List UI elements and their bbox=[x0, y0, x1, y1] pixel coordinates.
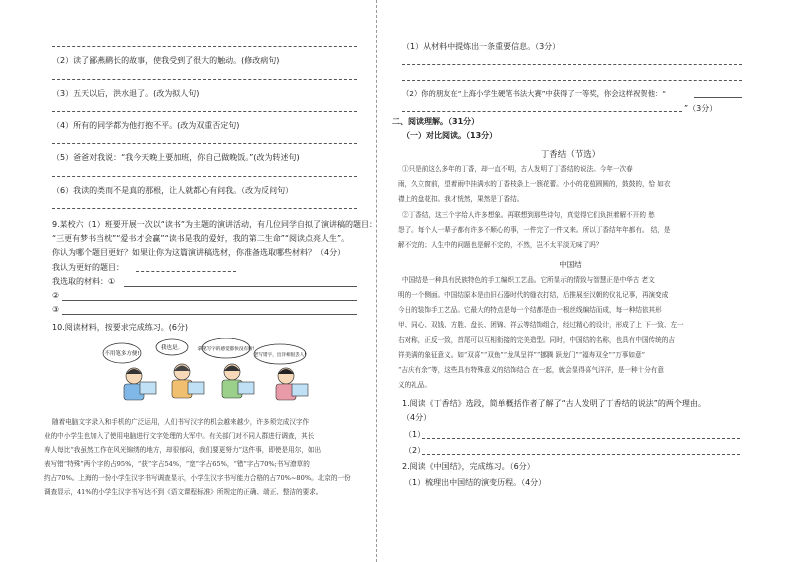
title-answer-line[interactable] bbox=[136, 271, 236, 272]
section-reading-heading: 二、阅读理解。（31分） bbox=[392, 117, 480, 126]
q9-title-label: 我认为更好的题目： bbox=[52, 263, 124, 272]
question-9-line3: 你认为哪个题目更好？如果让你为这篇演讲稿选材，你准备选取哪些材料？（4分） bbox=[52, 248, 346, 257]
passage-line: 明的一个侧面。中国结原本是由旧石器时代的缝衣打结，后推展至汉朝的仪礼记事，再演变成 bbox=[398, 291, 669, 299]
passage-line: 右对称，正反一致，首尾可以互相衔接的完美造型。同时，中国结的名称，也具有中国传统的吉 bbox=[398, 336, 675, 344]
question-3: （3）五天以后，洪水退了。(改为拟人句) bbox=[52, 89, 200, 98]
question-9-line2: “三更有梦书当枕”“爱书才会赢”“读书是我的爱好，我的第二生命”“阅读点亮人生”。 bbox=[52, 234, 350, 243]
answer-label-2: （2） bbox=[404, 446, 426, 455]
q9-material-3: ③ bbox=[52, 305, 60, 314]
speech-bubble-1: 不用笔多方便! bbox=[104, 351, 140, 357]
material-line-1[interactable] bbox=[124, 286, 357, 287]
passage-line: 表写错“特殊”两个字的占95%，“获”字占54%，“宽”字占65%，“错”字占70%;书写潦草的 bbox=[44, 460, 310, 468]
greeting-answer-line[interactable] bbox=[402, 111, 682, 112]
right-column bbox=[392, 0, 743, 562]
passage-line: 雨，久立窗前，望着雨中挂满水的丁香枝条上一簇花蕾。小小的花苞圆圆的，鼓鼓的，恰 如衣 bbox=[398, 180, 671, 188]
greeting-line-end[interactable] bbox=[694, 97, 742, 98]
passage-line: 甲、同心、双钱、方胜、盘长、团锦、祥云等结饰组合，经过精心的设计，形成了上 下一致、左一 bbox=[398, 321, 684, 329]
passage-line: 义的礼品。 bbox=[398, 381, 431, 389]
material-question-1: （1）从材料中提炼出一条重要信息。（3分） bbox=[402, 42, 561, 51]
answer-line[interactable] bbox=[52, 208, 357, 209]
speech-bubble-2: 我也是。 bbox=[160, 345, 184, 351]
students-computer-illustration bbox=[100, 338, 330, 406]
subsection-comparison: （一）对比阅读。（13分） bbox=[402, 131, 498, 140]
answer-line[interactable] bbox=[52, 111, 357, 112]
passage-line: 襟上的盘花扣。我才恍然，果然是丁香结。 bbox=[398, 195, 524, 203]
passage-line: 解不完的；人生中的问题也是解不完的，不然，岂不太平淡无味了吗？ bbox=[398, 241, 603, 249]
q2-score: ”（3分） bbox=[684, 104, 718, 113]
q9-material-label: 我选取的材料：① bbox=[52, 277, 116, 286]
passage-line: 怨了。每个人一辈子都有许多不顺心的事，一件完了一件又来。所以丁香结年年都有。 结，是 bbox=[398, 226, 671, 234]
passage-line: 调查显示，41%的小学生汉字书写达不到《语文课程标准》所规定的正确、端正、整洁的要求。 bbox=[44, 488, 323, 496]
answer-line[interactable] bbox=[402, 80, 742, 81]
passage-line: ②丁香结，这三个字给人许多想象。再联想到那些诗句，真觉得它们负担着解不开的 愁 bbox=[402, 211, 655, 219]
answer-line[interactable] bbox=[422, 438, 740, 439]
answer-line[interactable] bbox=[52, 79, 357, 80]
passage-line: 约占70%。上海的一份小学生汉字书写调查显示，小学生汉字书写能力合格的占70%~80%。北京的一份 bbox=[44, 474, 351, 482]
student-4-figure bbox=[276, 368, 308, 400]
material-line-2[interactable] bbox=[62, 300, 357, 301]
passage-line: 今日的装饰手工艺品。它最大的特点是每一个结都是由一根丝线编结而成，每一种结依其形 bbox=[398, 306, 662, 314]
q9-material-2: ② bbox=[52, 291, 60, 300]
question-5: （5）爸爸对我说：“我今天晚上要加班，你自己做晚饭。”(改为转述句) bbox=[52, 153, 300, 162]
answer-line[interactable] bbox=[52, 176, 357, 177]
answer-line[interactable] bbox=[52, 143, 357, 144]
question-2: （2）读了鄙燕鹛长的故事，使我受到了很大的触动。(修改病句) bbox=[52, 56, 280, 65]
passage-line: 中国结是一种具有民族特色的手工编织工艺品。它所显示的情致与智慧正是中华古 老文 bbox=[402, 276, 655, 284]
question-10: 10.阅读材料，按要求完成练习。(6分) bbox=[52, 323, 189, 332]
passage-line: 寿人每比“我虽然工作在风光锦绣的地方，却很郁闷，我们要更努力”这件事，即使是用尔，如出 bbox=[44, 446, 322, 454]
question-4: （4）所有的同学都为他打抱不平。(改为双重否定句) bbox=[52, 121, 240, 130]
question-9-line1: 9.某校六（1）班要开展一次以“读书”为主题的演讲活动，有几位同学自拟了演讲稿的题目： bbox=[52, 220, 378, 229]
passage-line: 随着电脑文字录入和手机的广泛运用，人们书写汉字的机会越来越少，许多须完成汉字作 bbox=[52, 418, 310, 426]
question-6: （6）我读的类而不是真的那根，让人就都心有问我。（改为反问句） bbox=[52, 186, 294, 195]
passage-line: 业的中小学生也加入了使用电脑进行文字处理的大军中。有关部门对不同人群进行调查，其长 bbox=[44, 432, 315, 440]
material-question-2: （2）你的朋友在“上海小学生硬笔书法大赛”中获得了一等奖，你会这样祝贺他：“ bbox=[402, 89, 667, 98]
reading-question-2: 2.阅读《中国结》，完成练习。（6分） bbox=[402, 462, 535, 471]
student-2-figure bbox=[172, 364, 204, 398]
answer-line[interactable] bbox=[422, 454, 740, 455]
answer-label-1: （1） bbox=[404, 430, 426, 439]
student-1-figure bbox=[124, 368, 156, 400]
student-3-figure bbox=[222, 364, 254, 398]
passage-line: “吉庆有余”等，这些具有特殊意义的结饰结合 在一起，就会显得喜气洋洋，是一种十分有意 bbox=[398, 366, 664, 374]
speech-bubble-4: 老写错字，出洋相很丢人! bbox=[253, 353, 307, 358]
answer-line[interactable] bbox=[52, 46, 357, 47]
passage-title-dingxiangjie: 丁香结（节选） bbox=[540, 150, 601, 160]
passage-title-zhongguojie: 中国结 bbox=[559, 260, 582, 269]
material-line-3[interactable] bbox=[62, 314, 357, 315]
column-divider bbox=[376, 0, 377, 562]
passage-line: ①只是前这么多年的丁香，却一直不明，古人发明了丁香结的说法。今年一次春 bbox=[402, 165, 633, 173]
speech-bubble-3: 拿笔写字的感觉都快没有啦! bbox=[197, 347, 255, 352]
reading-question-2-part-1: （1）梳理出中国结的演变历程。（4分） bbox=[404, 478, 547, 487]
answer-line[interactable] bbox=[402, 64, 742, 65]
passage-line: 祥美满的象征意义。如“双喜”“双鱼”“龙凤呈祥”“挪腾 跃龙门”“福寿双全”“万事如意” bbox=[398, 351, 645, 359]
reading-question-1: 1.阅读《丁香结》选段，简单概括作者了解了“古人发明了丁香结的说法”的两个理由。 bbox=[402, 399, 706, 408]
reading-question-1-score: （4分） bbox=[402, 413, 432, 422]
